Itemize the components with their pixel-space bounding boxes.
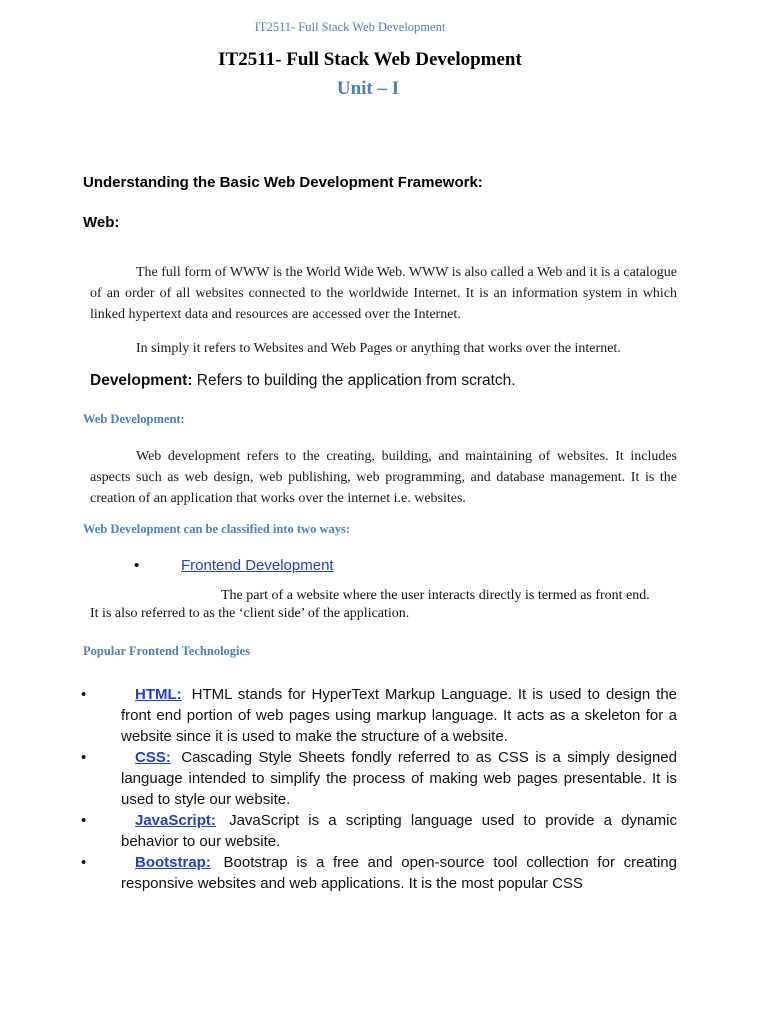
html-description: HTML stands for HyperText Markup Language. It is used to design the front end portion of web pages using markup language. It acts as a skeleton for a website since it is used to make the structure of a website. xyxy=(121,686,677,745)
bullet: • xyxy=(81,686,87,703)
frontend-development-link[interactable]: Frontend Development xyxy=(181,557,334,574)
frontend-technologies-heading: Popular Frontend Technologies xyxy=(83,644,250,658)
frontend-technologies-list xyxy=(81,684,677,894)
frontend-description-line1: The part of a website where the user interacts directly is termed as front end. xyxy=(221,588,650,603)
development-text: Refers to building the application from scratch. xyxy=(192,372,516,389)
section-heading: Understanding the Basic Web Development Framework: xyxy=(83,174,483,191)
list-item-html xyxy=(81,684,677,747)
web-paragraph: The full form of WWW is the World Wide Web. WWW is also called a Web and it is a catalogue of an order of all websites connected to the worldwide Internet. It is an information system in which linked hypertext data and resources are accessed over the Internet. xyxy=(90,265,678,322)
development-label: Development: xyxy=(90,372,193,389)
development-line xyxy=(90,372,516,390)
javascript-link[interactable]: JavaScript: xyxy=(135,812,216,829)
bullet-frontend: • xyxy=(134,557,140,574)
bullet: • xyxy=(81,854,87,871)
list-item-bootstrap xyxy=(81,852,677,894)
list-item-javascript xyxy=(81,810,677,852)
list-item-css xyxy=(81,747,677,810)
web-heading: Web: xyxy=(83,214,120,231)
bullet: • xyxy=(81,812,87,829)
web-paragraph-2: In simply it refers to Websites and Web Pages or anything that works over the internet. xyxy=(136,341,621,356)
frontend-description-line2: It is also referred to as the ‘client side’ of the application. xyxy=(90,606,410,621)
css-link[interactable]: CSS: xyxy=(135,749,171,766)
web-development-heading: Web Development: xyxy=(83,412,185,426)
running-header: IT2511- Full Stack Web Development xyxy=(254,20,446,34)
javascript-description: JavaScript is a scripting language used to provide a dynamic behavior to our website. xyxy=(121,812,677,850)
classification-heading: Web Development can be classified into two ways: xyxy=(83,522,350,536)
web-development-paragraph: Web development refers to the creating, building, and maintaining of websites. It includes aspects such as web design, web publishing, web programming, and database management. It is the creation of an application that works over the internet i.e. websites. xyxy=(90,449,677,506)
document-subtitle: Unit – I xyxy=(336,78,400,99)
document-title: IT2511- Full Stack Web Development xyxy=(218,49,522,70)
bootstrap-description: Bootstrap is a free and open-source tool collection for creating responsive websites and web applications. It is the most popular CSS xyxy=(121,854,677,892)
bootstrap-link[interactable]: Bootstrap: xyxy=(135,854,211,871)
css-description: Cascading Style Sheets fondly referred to as CSS is a simply designed language intended to simplify the process of making web pages presentable. It is used to style our website. xyxy=(121,749,677,808)
bullet: • xyxy=(81,749,87,766)
html-link[interactable]: HTML: xyxy=(135,686,182,703)
